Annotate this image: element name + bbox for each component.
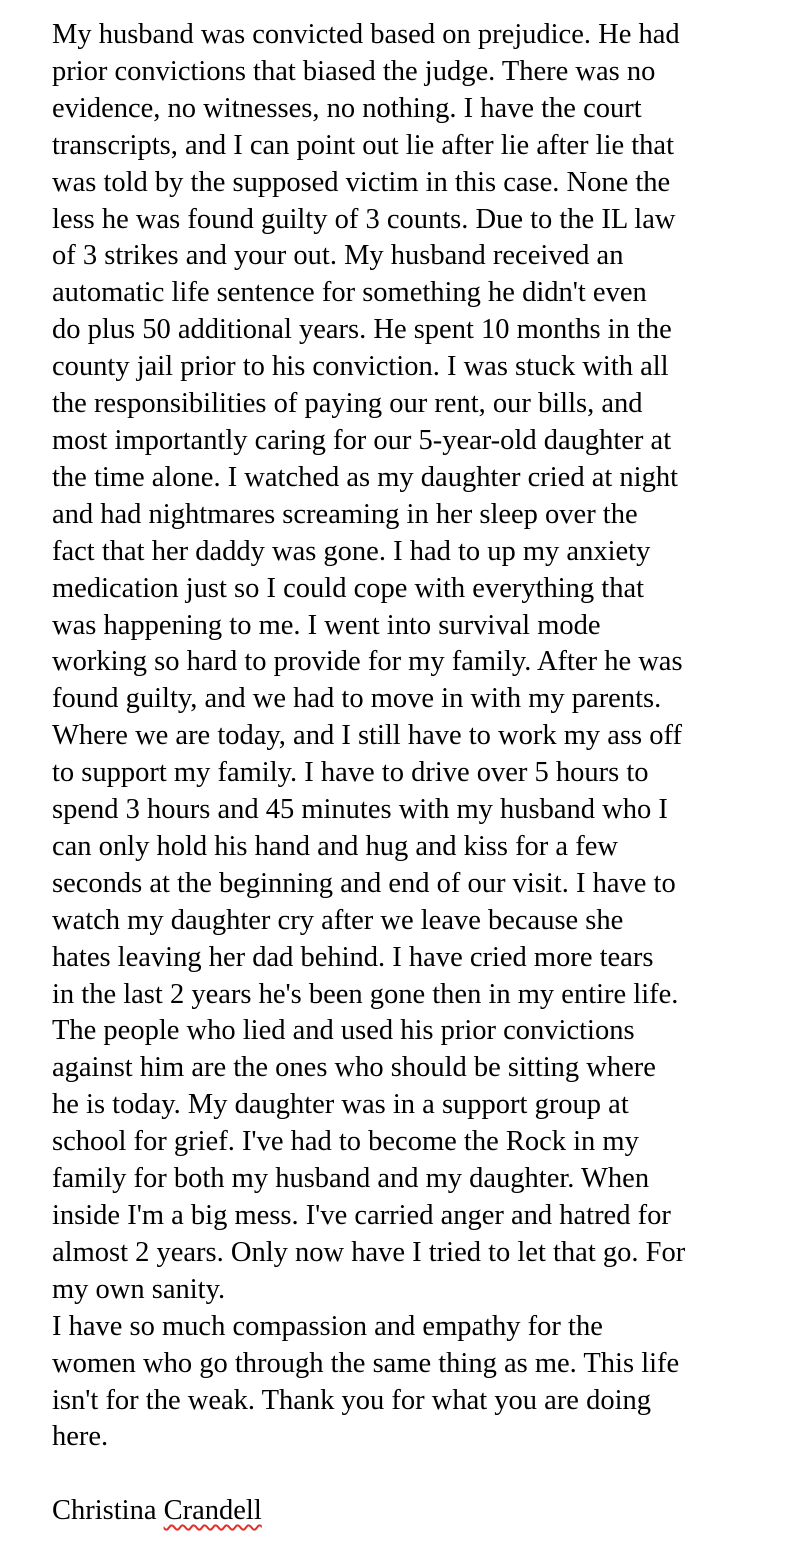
paragraph-2 (52, 1309, 772, 1457)
text-line: isn't for the weak. Thank you for what you are doing (52, 1384, 652, 1416)
signature-first-name: Christina (52, 1495, 157, 1527)
text-line: fact that her daddy was gone. I had to up my anxiety (52, 535, 651, 567)
text-line: watch my daughter cry after we leave because she (52, 904, 624, 936)
text-line: the time alone. I watched as my daughter cried at night (52, 461, 678, 493)
text-line: most importantly caring for our 5-year-old daughter at (52, 424, 672, 456)
text-line: I have so much compassion and empathy for the (52, 1310, 603, 1342)
letter-document (52, 17, 772, 1530)
text-line: automatic life sentence for something he didn't even (52, 277, 647, 309)
text-line: the responsibilities of paying our rent, our bills, and (52, 388, 643, 420)
text-line: My husband was convicted based on prejudice. He had (52, 19, 680, 50)
text-line: prior convictions that biased the judge. There was no (52, 55, 656, 87)
text-line: family for both my husband and my daughter. When (52, 1163, 650, 1195)
text-line: do plus 50 additional years. He spent 10 months in the (52, 314, 672, 346)
text-line: Where we are today, and I still have to work my ass off (52, 720, 682, 752)
blank-line (52, 1456, 772, 1493)
signature (52, 1493, 772, 1530)
text-line: evidence, no witnesses, no nothing. I have the court (52, 92, 642, 124)
text-line: of 3 strikes and your out. My husband received an (52, 240, 624, 272)
text-line: working so hard to provide for my family. After he was (52, 646, 683, 678)
text-line: here. (52, 1421, 109, 1453)
text-line: my own sanity. (52, 1273, 226, 1305)
signature-last-name-spellcheck[interactable]: Crandell (163, 1495, 262, 1527)
text-line: to support my family. I have to drive over 5 hours to (52, 757, 649, 789)
text-line: was told by the supposed victim in this case. None the (52, 166, 671, 198)
text-line: was happening to me. I went into survival mode (52, 609, 601, 641)
text-line: medication just so I could cope with everything that (52, 572, 645, 604)
text-line: against him are the ones who should be sitting where (52, 1052, 656, 1084)
text-line: inside I'm a big mess. I've carried anger and hatred for (52, 1200, 671, 1231)
text-line: school for grief. I've had to become the Rock in my (52, 1126, 639, 1158)
text-line: spend 3 hours and 45 minutes with my husband who I (52, 794, 668, 826)
text-line: he is today. My daughter was in a support group at (52, 1089, 629, 1121)
text-line: county jail prior to his conviction. I was stuck with all (52, 351, 669, 383)
text-line: almost 2 years. Only now have I tried to let that go. For (52, 1236, 686, 1268)
text-line: hates leaving her dad behind. I have cried more tears (52, 941, 654, 973)
text-line: in the last 2 years he's been gone then in my entire life. (52, 978, 679, 1010)
text-line: can only hold his hand and hug and kiss for a few (52, 830, 618, 862)
text-line: and had nightmares screaming in her sleep over the (52, 498, 638, 530)
text-line: women who go through the same thing as me. This life (52, 1347, 680, 1379)
paragraph-1 (52, 17, 772, 1309)
text-line: The people who lied and used his prior convictions (52, 1015, 635, 1047)
text-line: found guilty, and we had to move in with my parents. (52, 683, 662, 715)
text-line: seconds at the beginning and end of our visit. I have to (52, 867, 676, 899)
text-line: less he was found guilty of 3 counts. Due to the IL law (52, 203, 676, 235)
text-line: transcripts, and I can point out lie after lie after lie that (52, 129, 675, 161)
